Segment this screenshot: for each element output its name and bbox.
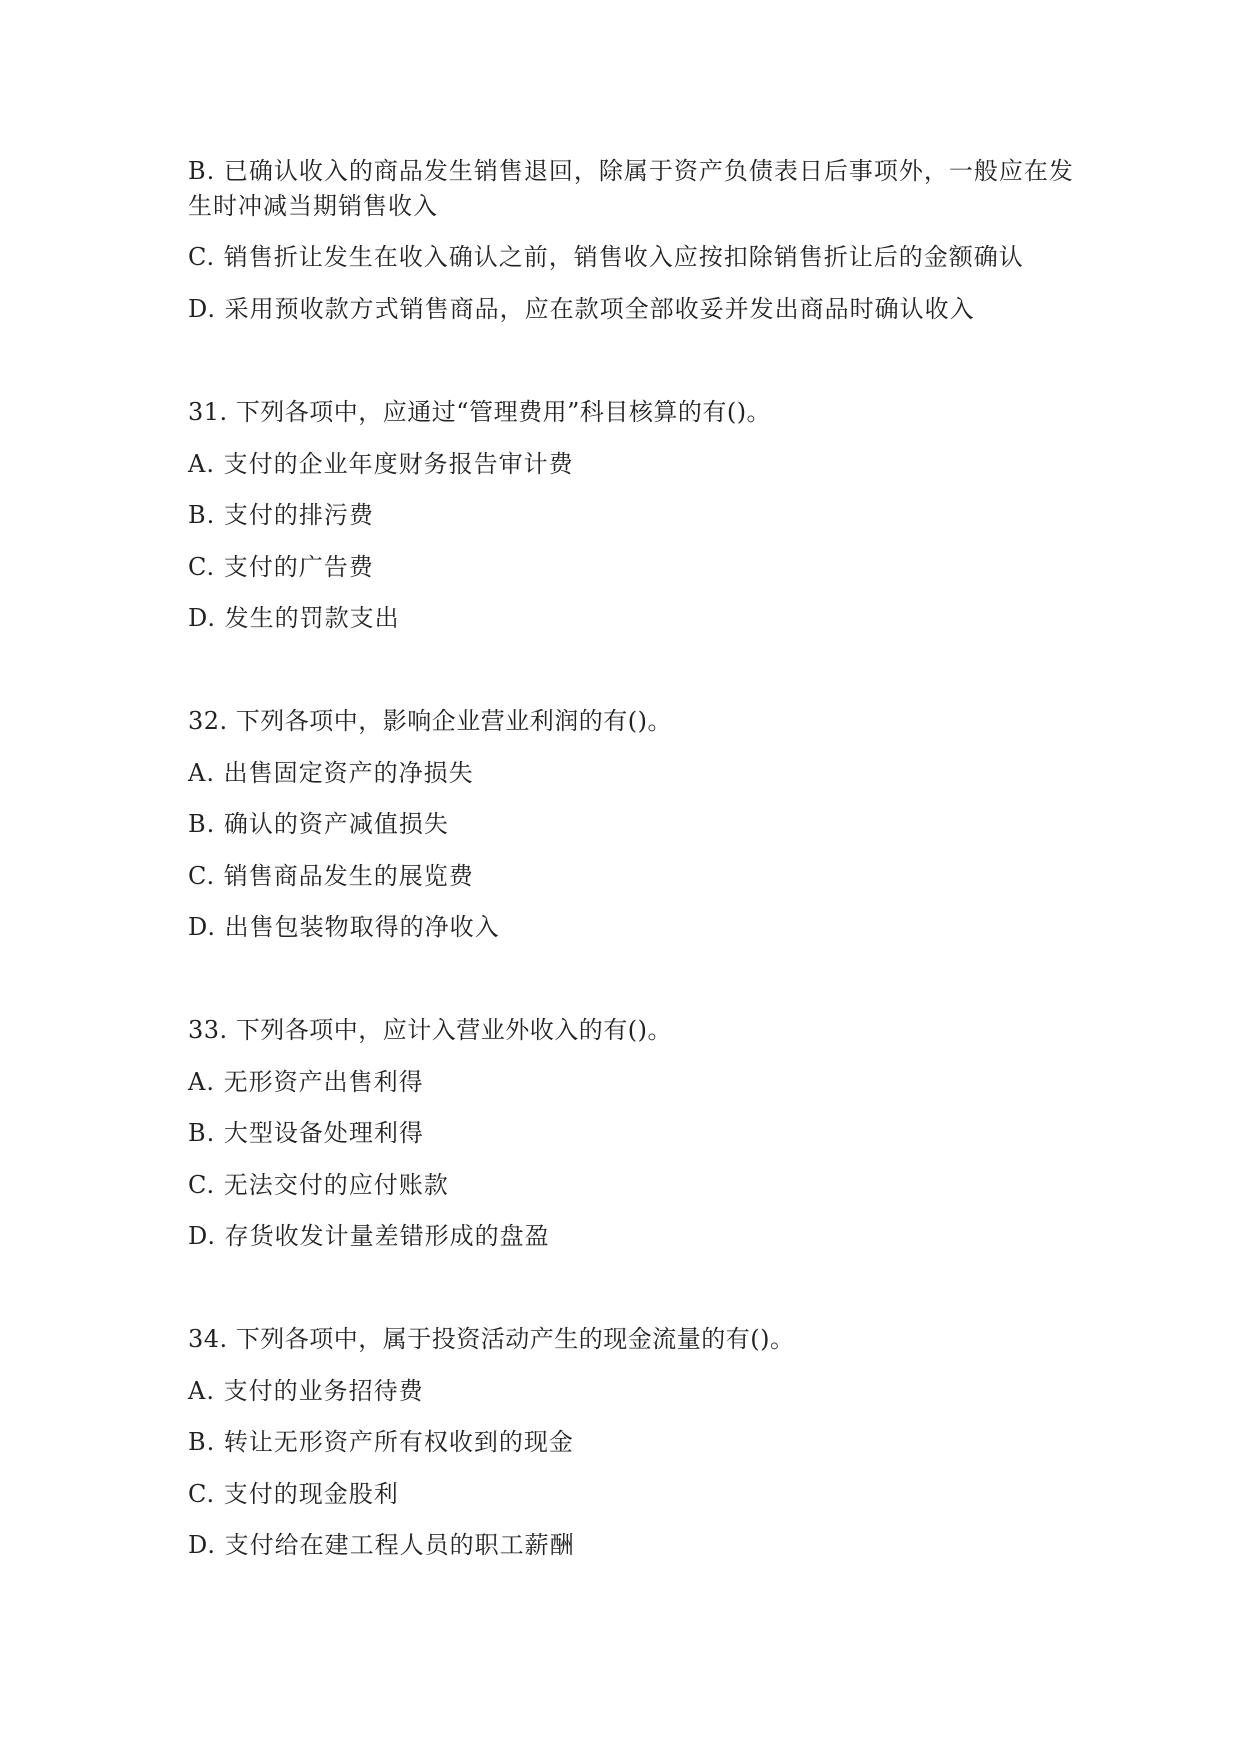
question-32-option-d: D. 出售包装物取得的净收入: [188, 913, 500, 941]
question-33-option-b: B. 大型设备处理利得: [188, 1119, 424, 1147]
question-33-option-d: D. 存货收发计量差错形成的盘盈: [188, 1222, 550, 1250]
question-32-option-c: C. 销售商品发生的展览费: [188, 862, 474, 890]
question-32-option-b: B. 确认的资产减值损失: [188, 810, 449, 838]
question-31-option-c: C. 支付的广告费: [188, 553, 374, 581]
question-34-option-a: A. 支付的业务招待费: [188, 1377, 424, 1405]
question-31-option-d: D. 发生的罚款支出: [188, 604, 400, 632]
question-33-option-a: A. 无形资产出售利得: [188, 1068, 424, 1096]
question-31-option-a: A. 支付的企业年度财务报告审计费: [188, 450, 574, 478]
question-32-stem: 32. 下列各项中，影响企业营业利润的有()。: [188, 707, 673, 735]
prev-option-c: C. 销售折让发生在收入确认之前，销售收入应按扣除销售折让后的金额确认: [188, 243, 1024, 271]
question-34-option-d: D. 支付给在建工程人员的职工薪酬: [188, 1531, 575, 1559]
question-33-stem: 33. 下列各项中，应计入营业外收入的有()。: [188, 1016, 673, 1044]
question-31-option-b: B. 支付的排污费: [188, 501, 374, 529]
question-33-option-c: C. 无法交付的应付账款: [188, 1171, 449, 1199]
prev-option-b-line1: B. 已确认收入的商品发生销售退回，除属于资产负债表日后事项外，一般应在发: [188, 157, 1074, 185]
question-31-stem: 31. 下列各项中，应通过“管理费用”科目核算的有()。: [188, 398, 772, 426]
question-34-stem: 34. 下列各项中，属于投资活动产生的现金流量的有()。: [188, 1325, 795, 1353]
prev-option-d: D. 采用预收款方式销售商品，应在款项全部收妥并发出商品时确认收入: [188, 295, 975, 323]
question-34-option-c: C. 支付的现金股利: [188, 1480, 399, 1508]
question-34-option-b: B. 转让无形资产所有权收到的现金: [188, 1428, 574, 1456]
question-32-option-a: A. 出售固定资产的净损失: [188, 759, 474, 787]
prev-option-b-line2: 生时冲减当期销售收入: [188, 192, 438, 220]
